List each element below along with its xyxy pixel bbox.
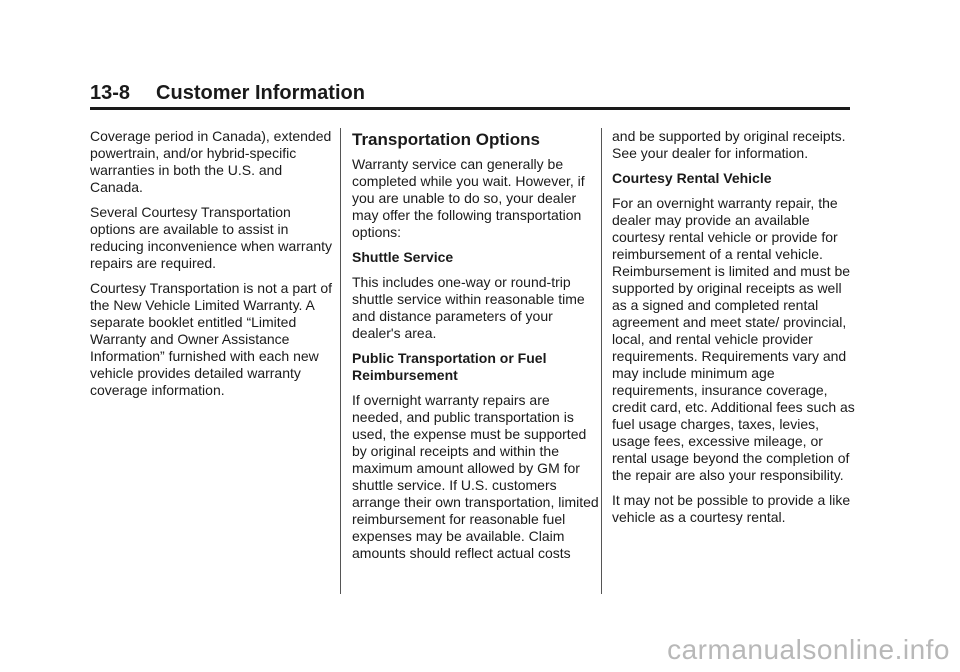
subheading: Shuttle Service bbox=[352, 249, 454, 265]
watermark: carmanualsonline.info bbox=[667, 634, 950, 665]
paragraph: Warranty service can generally be completed while you wait. However, if you are unable to do so, your dealer may offer the following transportation options: bbox=[352, 156, 585, 240]
paragraph: Several Courtesy Transportation options are available to assist in reducing inconvenience when warranty repairs are required. bbox=[90, 204, 333, 271]
column-divider bbox=[601, 128, 602, 594]
subheading: Courtesy Rental Vehicle bbox=[612, 170, 772, 186]
subheading: Public Transportation or Fuel Reimbursement bbox=[352, 350, 547, 383]
column-1 bbox=[90, 128, 338, 407]
paragraph: This includes one-way or round-trip shuttle service within reasonable time and distance parameters of your dealer's area. bbox=[352, 274, 585, 341]
column-3 bbox=[612, 128, 860, 534]
paragraph: It may not be possible to provide a like vehicle as a courtesy rental. bbox=[612, 492, 851, 525]
column-2 bbox=[352, 128, 600, 570]
paragraph: For an overnight warranty repair, the dealer may provide an available courtesy rental vehicle or provide for reimbursement of a rental vehicle. Reimbursement is limited and must be supported by original receipts as well as a signed and completed rental agreement and meet state/ provincial, local, and rental vehicle provider requirements. Requirements vary and may include minimum age requirements, insurance coverage, credit card, etc. Additional fees such as fuel usage charges, taxes, levies, usage fees, excessive mileage, or rental usage beyond the completion of the repair are also your responsibility. bbox=[612, 195, 855, 483]
page-number: 13-8 bbox=[90, 82, 131, 104]
section-heading: Transportation Options bbox=[352, 130, 540, 149]
page-header bbox=[90, 81, 850, 110]
paragraph: Courtesy Transportation is not a part of the New Vehicle Limited Warranty. A separate booklet entitled “Limited Warranty and Owner Assistance Information” furnished with each new vehicle provides detailed warranty coverage information. bbox=[90, 280, 333, 398]
paragraph: If overnight warranty repairs are needed, and public transportation is used, the expense must be supported by original receipts and within the maximum amount allowed by GM for shuttle service. If U.S. customers arrange their own transportation, limited reimbursement for reasonable fuel expenses may be available. Claim amounts should reflect actual costs bbox=[352, 392, 599, 561]
section-title: Customer Information bbox=[156, 82, 365, 104]
paragraph: and be supported by original receipts. See your dealer for information. bbox=[612, 128, 846, 161]
column-divider bbox=[340, 128, 341, 594]
paragraph: Coverage period in Canada), extended powertrain, and/or hybrid-specific warranties in both the U.S. and Canada. bbox=[90, 128, 332, 195]
